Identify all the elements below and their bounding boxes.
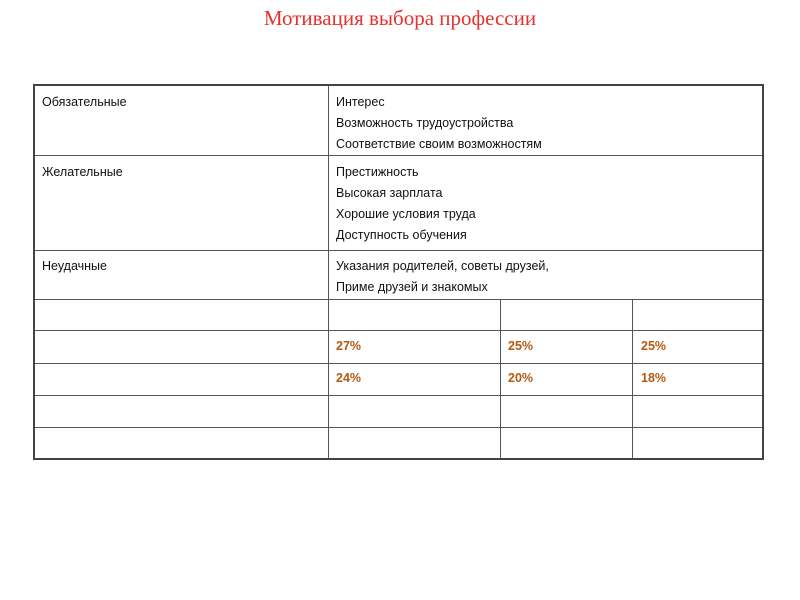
list-item: Высокая зарплата (336, 186, 443, 200)
column-divider (328, 86, 329, 458)
list-item: Хорошие условия труда (336, 207, 476, 221)
row-divider (35, 155, 762, 156)
row-divider (35, 299, 762, 300)
percent-value: 20% (508, 371, 534, 385)
category-cell: Желательные (42, 165, 123, 179)
percent-value: 27% (336, 339, 362, 353)
row-divider (35, 250, 762, 251)
items-cell (336, 162, 476, 246)
list-item: Соответствие своим возможностям (336, 137, 542, 151)
list-item: Приме друзей и знакомых (336, 280, 488, 294)
percent-value: 25% (641, 339, 667, 353)
percent-value: 18% (641, 371, 667, 385)
category-cell: Обязательные (42, 95, 127, 109)
row-divider (35, 427, 762, 428)
list-item: Возможность трудоустройства (336, 116, 514, 130)
row-divider (35, 363, 762, 364)
column-divider (500, 299, 501, 458)
row-divider (35, 395, 762, 396)
list-item: Указания родителей, советы друзей, (336, 259, 549, 273)
column-divider (632, 299, 633, 458)
category-cell: Неудачные (42, 259, 107, 273)
percent-value: 25% (508, 339, 534, 353)
motivation-table (33, 84, 764, 460)
list-item: Престижность (336, 165, 419, 179)
row-divider (35, 330, 762, 331)
page-title: Мотивация выбора профессии (263, 6, 537, 30)
items-cell (336, 256, 549, 298)
items-cell (336, 92, 542, 155)
list-item: Интерес (336, 95, 385, 109)
percent-value: 24% (336, 371, 362, 385)
list-item: Доступность обучения (336, 228, 467, 242)
